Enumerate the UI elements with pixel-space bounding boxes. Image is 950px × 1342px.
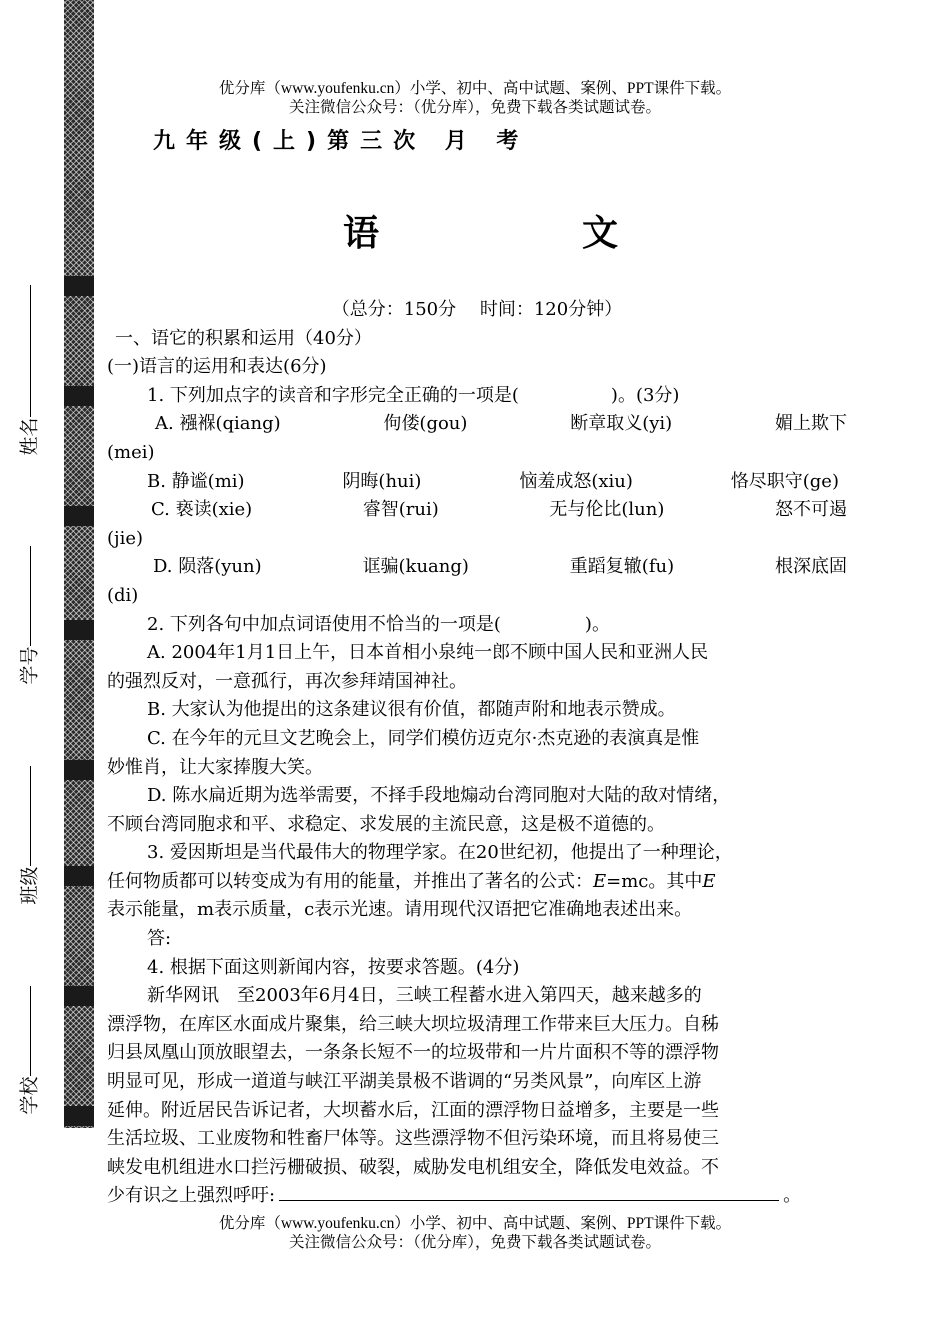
- question-3-line-3: 表示能量，m表示质量，c表示光速。请用现代汉语把它准确地表述出来。: [107, 899, 693, 921]
- header-line-1: 优分库（www.youfenku.cn）小学、初中、高中试题、案例、PPT课件下载。: [218, 80, 732, 97]
- strip-mark: [64, 276, 94, 296]
- q4-passage-line: 新华网讯 至2003年6月4日，三峡工程蓄水进入第四天，越来越多的: [147, 985, 702, 1007]
- q4-passage-line: 归县凤凰山顶放眼望去，一条条长短不一的垃圾带和一片片面积不等的漂浮物: [107, 1042, 719, 1064]
- question-3-line-2: 任何物质都可以转变成为有用的能量，并推出了著名的公式：E=mc。其中E: [107, 870, 716, 892]
- question-3-line-1: 3. 爱因斯坦是当代最伟大的物理学家。在20世纪初，他提出了一种理论，: [147, 842, 733, 864]
- q2-option-a-line-2: 的强烈反对，一意孤行，再次参拜靖国神社。: [107, 670, 467, 692]
- class-label: 班级: [18, 866, 41, 905]
- question-1-stem: 1. 下列加点字的读音和字形完全正确的一项是( )。(3分): [147, 384, 680, 406]
- strip-mark: [64, 506, 94, 526]
- subject-char-2: 文: [582, 213, 619, 254]
- q1-option-c-tail: (jie): [107, 527, 144, 549]
- side-field-id: [8, 546, 52, 685]
- q1-option-c: C. 亵读(xie) 睿智(rui) 无与伦比(lun) 怒不可遏: [151, 499, 847, 521]
- q4-answer-line: 少有识之上强烈呼吁: 。: [107, 1185, 802, 1207]
- q1-option-b: B. 静谧(mi) 阴晦(hui) 恼羞成怒(xiu) 恪尽职守(ge): [147, 470, 839, 492]
- q2-option-d-line-1: D. 陈水扁近期为选举需要，不择手段地煽动台湾同胞对大陆的敌对情绪，: [147, 785, 731, 807]
- strip-mark: [64, 1106, 94, 1126]
- footer-line-1: 优分库（www.youfenku.cn）小学、初中、高中试题、案例、PPT课件下载。: [218, 1215, 732, 1232]
- question-3-answer: 答:: [147, 928, 172, 950]
- strip-mark: [64, 386, 94, 406]
- school-label: 学校: [18, 1076, 41, 1115]
- q1-option-a: A. 襁褓(qiang) 佝偻(gou) 断章取义(yi) 媚上欺下: [155, 413, 847, 435]
- side-field-class: [8, 766, 52, 905]
- footer-line-2: 关注微信公众号：（优分库），免费下载各类试题试卷。: [288, 1234, 661, 1251]
- name-label: 姓名: [18, 417, 41, 456]
- student-id-label: 学号: [18, 646, 41, 685]
- question-2-stem: 2. 下列各句中加点词语使用不恰当的一项是( )。: [147, 613, 610, 635]
- strip-mark: [64, 760, 94, 780]
- q4-passage-line: 生活垃圾、工业废物和牲畜尸体等。这些漂浮物不但污染环境，而且将易使三: [107, 1128, 719, 1150]
- question-4-stem: 4. 根据下面这则新闻内容，按要求答题。(4分): [147, 956, 520, 978]
- q1-option-a-tail: (mei): [107, 441, 155, 463]
- answer-blank[interactable]: [279, 1184, 779, 1201]
- strip-mark: [64, 620, 94, 640]
- q4-passage-line: 明显可见，形成一道道与峡江平湖美景极不谐调的“另类风景”，向库区上游: [107, 1071, 702, 1093]
- side-field-school: [8, 986, 52, 1115]
- side-field-name: [8, 285, 52, 456]
- q1-option-d-tail: (di): [107, 584, 139, 606]
- subject-char-1: 语: [343, 213, 380, 254]
- q2-option-b: B. 大家认为他提出的这条建议很有价值，都随声附和地表示赞成。: [147, 699, 676, 721]
- q2-option-c-line-2: 妙惟肖，让大家捧腹大笑。: [107, 756, 323, 778]
- strip-mark: [64, 866, 94, 886]
- q2-option-d-line-2: 不顾台湾同胞求和平、求稳定、求发展的主流民意，这是极不道德的。: [107, 813, 665, 835]
- q4-passage-line: 延伸。附近居民告诉记者，大坝蓄水后，江面的漂浮物日益增多，主要是一些: [107, 1099, 719, 1121]
- binding-strip: [64, 0, 94, 1128]
- q1-option-d: D. 陨落(yun) 诓骗(kuang) 重蹈复辙(fu) 根深底固: [153, 556, 847, 578]
- strip-mark: [64, 986, 94, 1006]
- q4-passage-line: 峡发电机组进水口拦污栅破损、破裂，威胁发电机组安全，降低发电效益。不: [107, 1156, 719, 1178]
- exam-meta: （总分：150分 时间：120分钟）: [331, 299, 623, 320]
- section-heading: 一、语它的积累和运用（40分）: [115, 327, 372, 349]
- subsection-heading: (一)语言的运用和表达(6分): [107, 356, 327, 378]
- exam-title: 九年级(上)第三次 月 考: [153, 129, 530, 154]
- q4-passage-line: 漂浮物，在库区水面成片聚集，给三峡大坝垃圾清理工作带来巨大压力。自秭: [107, 1013, 719, 1035]
- q2-option-a-line-1: A. 2004年1月1日上午，日本首相小泉纯一郎不顾中国人民和亚洲人民: [147, 642, 709, 664]
- exam-body: [107, 296, 847, 1211]
- q2-option-c-line-1: C. 在今年的元旦文艺晚会上，同学们模仿迈克尔·杰克逊的表演真是惟: [147, 727, 700, 749]
- header-line-2: 关注微信公众号：（优分库），免费下载各类试题试卷。: [288, 99, 661, 116]
